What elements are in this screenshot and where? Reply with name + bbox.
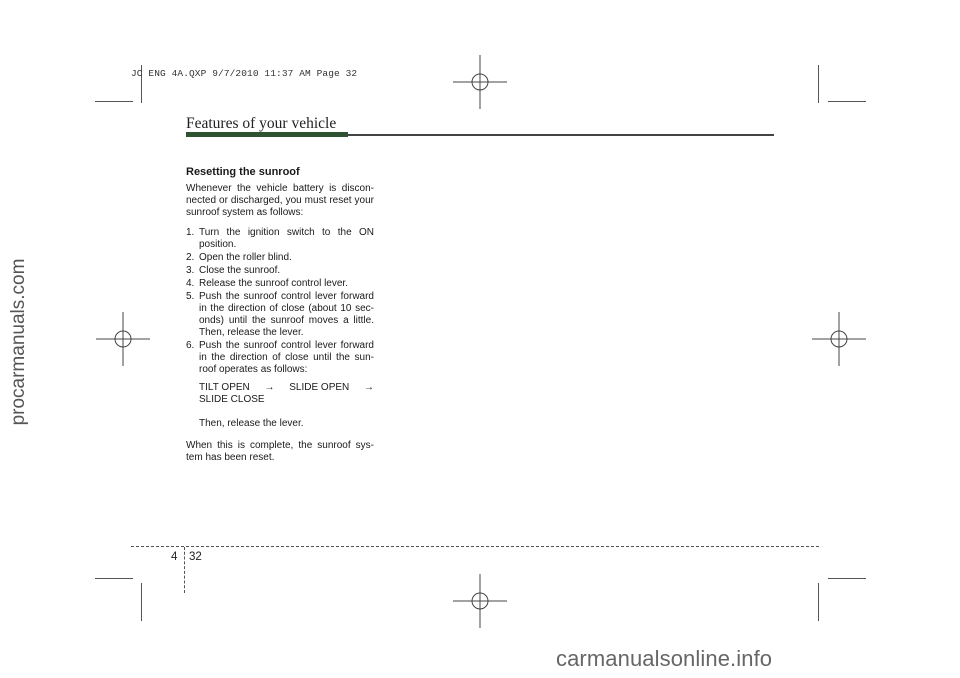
step-text: Push the sunroof control lever forward in the direction of close (about 10 sec-onds) until the sunroof moves a little. Then, release the lever. (199, 291, 374, 338)
sequence-slide-close: SLIDE CLOSE (199, 394, 265, 405)
crop-mark (95, 101, 133, 102)
operation-sequence (186, 382, 374, 430)
registration-mark-right (812, 312, 866, 366)
arrow-right-icon: → (264, 382, 275, 393)
print-slug: JC ENG 4A.QXP 9/7/2010 11:37 AM Page 32 (131, 68, 358, 79)
registration-mark-bottom (453, 574, 507, 628)
list-item (186, 265, 374, 277)
step-text: Push the sunroof control lever forward in the direction of close until the sun-roof operates as follows: (199, 340, 374, 375)
page-header-title: Features of your vehicle (186, 115, 337, 132)
crop-mark (818, 65, 819, 103)
footer-rule (131, 546, 819, 547)
step-text: Close the sunroof. (199, 265, 281, 276)
section-heading: Resetting the sunroof (186, 166, 300, 178)
steps-list (186, 227, 374, 376)
list-item (186, 227, 374, 251)
page-number: 32 (189, 551, 202, 563)
footer-separator (184, 547, 185, 593)
sequence-tilt-open: TILT OPEN (199, 382, 250, 393)
release-instruction: Then, release the lever. (199, 418, 304, 429)
header-accent-bar (186, 132, 348, 137)
step-number: 4. (186, 278, 195, 289)
list-item (186, 340, 374, 376)
step-number: 6. (186, 340, 195, 351)
registration-mark-left (96, 312, 150, 366)
crop-mark (95, 578, 133, 579)
intro-paragraph: Whenever the vehicle battery is discon-nected or discharged, you must reset your sunroof system as follows: (186, 183, 374, 218)
list-item (186, 252, 374, 264)
arrow-right-icon: → (364, 382, 374, 393)
list-item (186, 278, 374, 290)
step-text: Release the sunroof control lever. (199, 278, 348, 289)
list-item (186, 291, 374, 339)
side-watermark: procarmanuals.com (8, 258, 29, 426)
crop-mark (818, 583, 819, 621)
step-text: Open the roller blind. (199, 252, 292, 263)
registration-mark-top (453, 55, 507, 109)
bottom-watermark: carmanualsonline.info (556, 646, 773, 671)
step-number: 3. (186, 265, 195, 276)
crop-mark (141, 583, 142, 621)
sequence-slide-open: SLIDE OPEN (289, 382, 350, 393)
step-number: 1. (186, 227, 195, 238)
crop-mark (828, 101, 866, 102)
step-text: Turn the ignition switch to the ON position. (199, 227, 374, 250)
chapter-number: 4 (171, 551, 178, 563)
step-number: 5. (186, 291, 195, 302)
step-number: 2. (186, 252, 195, 263)
closing-paragraph: When this is complete, the sunroof sys-tem has been reset. (186, 440, 374, 463)
crop-mark (828, 578, 866, 579)
section-content (186, 166, 374, 474)
